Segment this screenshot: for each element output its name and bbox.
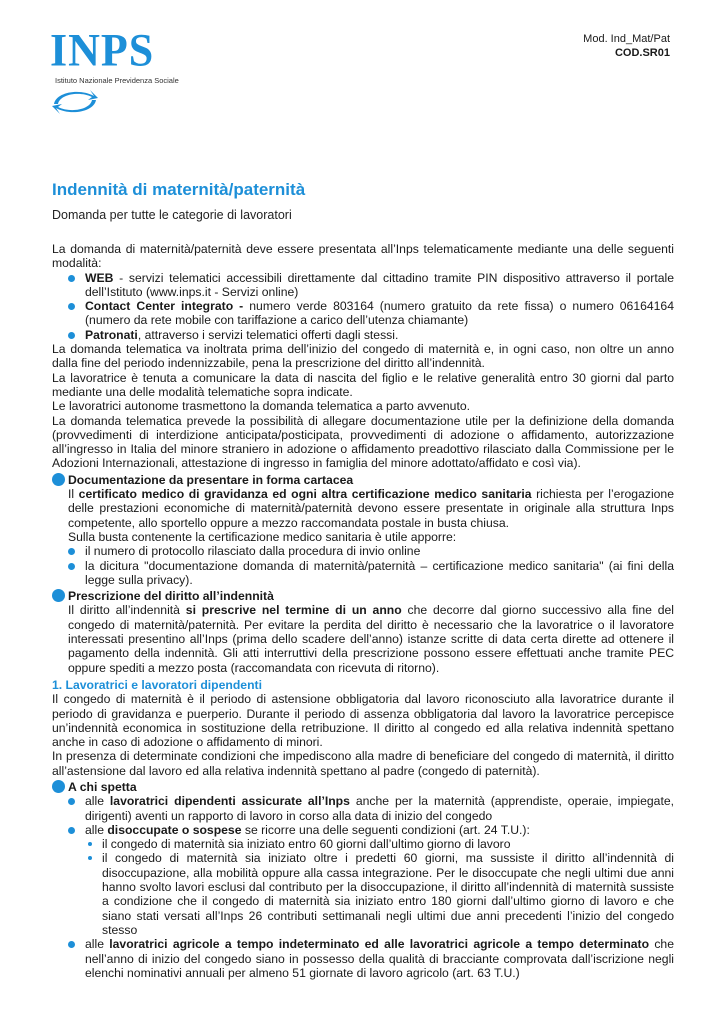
paragraph: Sulla busta contenente la certificazione medico sanitaria è utile apporre: (68, 529, 457, 544)
bold-text: si prescrive nel termine di un anno (185, 603, 402, 618)
text: se ricorre una delle seguenti condizioni (art. 24 T.U.): (241, 822, 530, 837)
paragraph (68, 487, 674, 530)
document-code: COD.SR01 (614, 47, 670, 59)
text: alle (85, 822, 108, 837)
prescription-section (52, 603, 674, 674)
text: alle (85, 794, 110, 809)
paragraph: Le lavoratrici autonome trasmettono la domanda telematica a parto avvenuto. (52, 399, 470, 414)
list-item (52, 794, 674, 823)
section-bullet-icon (52, 589, 65, 602)
channel-list (52, 271, 674, 342)
list-item (52, 851, 674, 937)
section-heading (52, 589, 674, 603)
section-heading (52, 473, 674, 487)
bold-text: lavoratrici agricole a tempo indeterminato ed alle lavoratrici agricole a tempo determinato (109, 937, 650, 952)
bullet-icon (68, 275, 75, 282)
logo-subtitle: Istituto Nazionale Previdenza Sociale (55, 76, 179, 85)
section-bullet-icon (52, 780, 65, 793)
module-id: Mod. Ind_Mat/Pat (583, 33, 670, 45)
list-item (52, 823, 674, 837)
text: richiesta per l’erogazione delle prestazioni economiche di maternità/paternità devono essere presentate in originale alla struttura Inps competente, allo sportello oppure a mezzo raccomandata postale in busta chiusa. (68, 487, 674, 530)
text: che nell’anno di inizio del congedo siano in possesso della qualità di bracciante comprovata dall’iscrizione negli elenchi nominativi annuali per almeno 51 giornate di lavoro agricolo (art. 63 T.U.) (85, 937, 674, 980)
list-item (52, 299, 674, 328)
section-bullet-icon (52, 473, 65, 486)
bullet-icon (88, 842, 92, 846)
text: anche per la maternità (apprendiste, operaie, impiegate, dirigenti) aventi un rapporto di lavoro in corso alla data di inizio del congedo (85, 794, 674, 823)
paragraph: Il congedo di maternità è il periodo di astensione obbligatoria dal lavoro riconosciuto alla lavoratrice durante il periodo di gravidanza e puerperio. Durante il periodo di assenza obbligatoria dal lavoro la lavoratrice percepisce un’indennità economica in sostituzione della retribuzione. Il diritto al congedo ed alla relativa indennità spettano anche in caso di adozione o affidamento di minori. (52, 692, 674, 750)
list-item-text: il congedo di maternità sia iniziato oltre i predetti 60 giorni, ma sussiste il diritto all’indennità di disoccupazione, alla mobilità oppure alla cassa integrazione. Per le disoccupate che negli ultimi due anni hanno svolto lavori esclusi dal contributo per la disoccupazione, il diritto all’indennità di maternità sussiste a condizione che il congedo di maternità sia iniziato entro 180 giorni dall’ultimo giorno di lavoro e che siano stati versati all’Inps 26 contributi settimanali negli ultimi due anni precedenti l’inizio del congedo stesso (102, 851, 674, 937)
eligibility-list (52, 794, 674, 837)
section-heading-text: A chi spetta (68, 779, 137, 794)
bullet-icon (88, 856, 92, 860)
section-heading-text: Prescrizione del diritto all’indennità (68, 589, 274, 604)
document-body (52, 242, 674, 980)
section-heading-text: Documentazione da presentare in forma cartacea (68, 472, 354, 487)
paragraph: La domanda telematica va inoltrata prima dell’inizio del congedo di maternità e, in ogni caso, non oltre un anno dalla fine del periodo indennizzabile, pena la prescrizione del diritto all’indennità. (52, 342, 674, 371)
channel-text: - servizi telematici accessibili direttamente dal cittadino tramite PIN dispositivo attraverso il portale dell’Istituto (www.inps.it - Servizi online) (85, 270, 674, 299)
bold-text: lavoratrici dipendenti assicurate all’Inps (109, 794, 350, 809)
section-1-heading: 1. Lavoratrici e lavoratori dipendenti (52, 677, 262, 692)
channel-text: numero verde 803164 (numero gratuito da rete fissa) o numero 06164164 (numero da rete mobile con tariffazione a carico dell’utenza chiamante) (85, 299, 674, 328)
doc-list (52, 544, 674, 587)
eligibility-list-cont (52, 937, 674, 980)
channel-text: , attraverso i servizi telematici offerti dagli stessi. (137, 327, 399, 342)
text: Il (68, 487, 79, 502)
paragraph: La domanda telematica prevede la possibilità di allegare documentazione utile per la definizione della domanda (provvedimenti di interdizione anticipata/posticipata, provvedimenti di adozione o affidamento, autorizzazione all’ingresso in Italia del minore straniero in adozione o affidamento preadottivo rilasciato dalla Commissione per le Adozioni Internazionali, attestazione di ingresso in famiglia del minore adottato/affidato e così via). (52, 413, 674, 471)
list-item-text: il congedo di maternità sia iniziato entro 60 giorni dall’ultimo giorno di lavoro (102, 837, 511, 852)
bold-text: disoccupate o sospese (107, 822, 242, 837)
paragraph: In presenza di determinate condizioni che impediscono alla madre di beneficiare del congedo di maternità, il diritto all’astensione dal lavoro ed alla relativa indennità spettano al padre (congedo di paternità). (52, 749, 674, 778)
bullet-icon (68, 941, 75, 948)
text: Il diritto all’indennità (68, 603, 186, 618)
list-item (52, 837, 674, 851)
list-item (52, 328, 674, 342)
list-item (52, 544, 674, 558)
list-item-text: la dicitura "documentazione domanda di maternità/paternità – certificazione medico sanitaria" (ai fini della legge sulla privacy). (85, 558, 674, 587)
list-item (52, 271, 674, 300)
list-item (52, 559, 674, 588)
bullet-icon (68, 563, 75, 570)
text: alle (85, 937, 110, 952)
page-subtitle: Domanda per tutte le categorie di lavoratori (52, 208, 292, 222)
bold-text: certificato medico di gravidanza ed ogni altra certificazione medico sanitaria (78, 487, 532, 502)
logo-text: INPS (50, 24, 155, 77)
bullet-icon (68, 827, 75, 834)
channel-label: Patronati (85, 327, 138, 342)
module-code (583, 32, 670, 60)
text: che decorre dal giorno successivo alla fine del congedo di maternità/paternità. Per evitare la perdita del diritto è necessario che la lavoratrice o il lavoratore interessati presentino all’Inps (prima dello scadere dell’anno) istanze scritte di data certa dirette ad ottenere il pagamento della indennità. Gli atti interruttivi della prescrizione possono essere effettuati anche tramite PEC oppure spediti a mezzo posta (raccomandata con ricevuta di ritorno). (68, 603, 674, 675)
paragraph (68, 603, 674, 674)
bullet-icon (68, 332, 75, 339)
logo-swirl-icon (50, 86, 100, 118)
bullet-icon (68, 548, 75, 555)
channel-label: Contact Center integrato - (85, 299, 244, 314)
list-item-text: il numero di protocollo rilasciato dalla procedura di invio online (85, 544, 421, 559)
intro-paragraph: La domanda di maternità/paternità deve essere presentata all’Inps telematicamente mediante una delle seguenti modalità: (52, 242, 674, 271)
sub-list (52, 837, 674, 937)
page-title: Indennità di maternità/paternità (52, 180, 306, 199)
paragraph: La lavoratrice è tenuta a comunicare la data di nascita del figlio e le relative generalità entro 30 giorni dal parto mediante una delle modalità telematiche sopra indicate. (52, 370, 674, 399)
bullet-icon (68, 798, 75, 805)
inps-logo (50, 24, 200, 123)
bullet-icon (68, 303, 75, 310)
section-heading (52, 780, 674, 794)
list-item (52, 937, 674, 980)
doc-section (52, 487, 674, 587)
channel-label: WEB (85, 270, 114, 285)
